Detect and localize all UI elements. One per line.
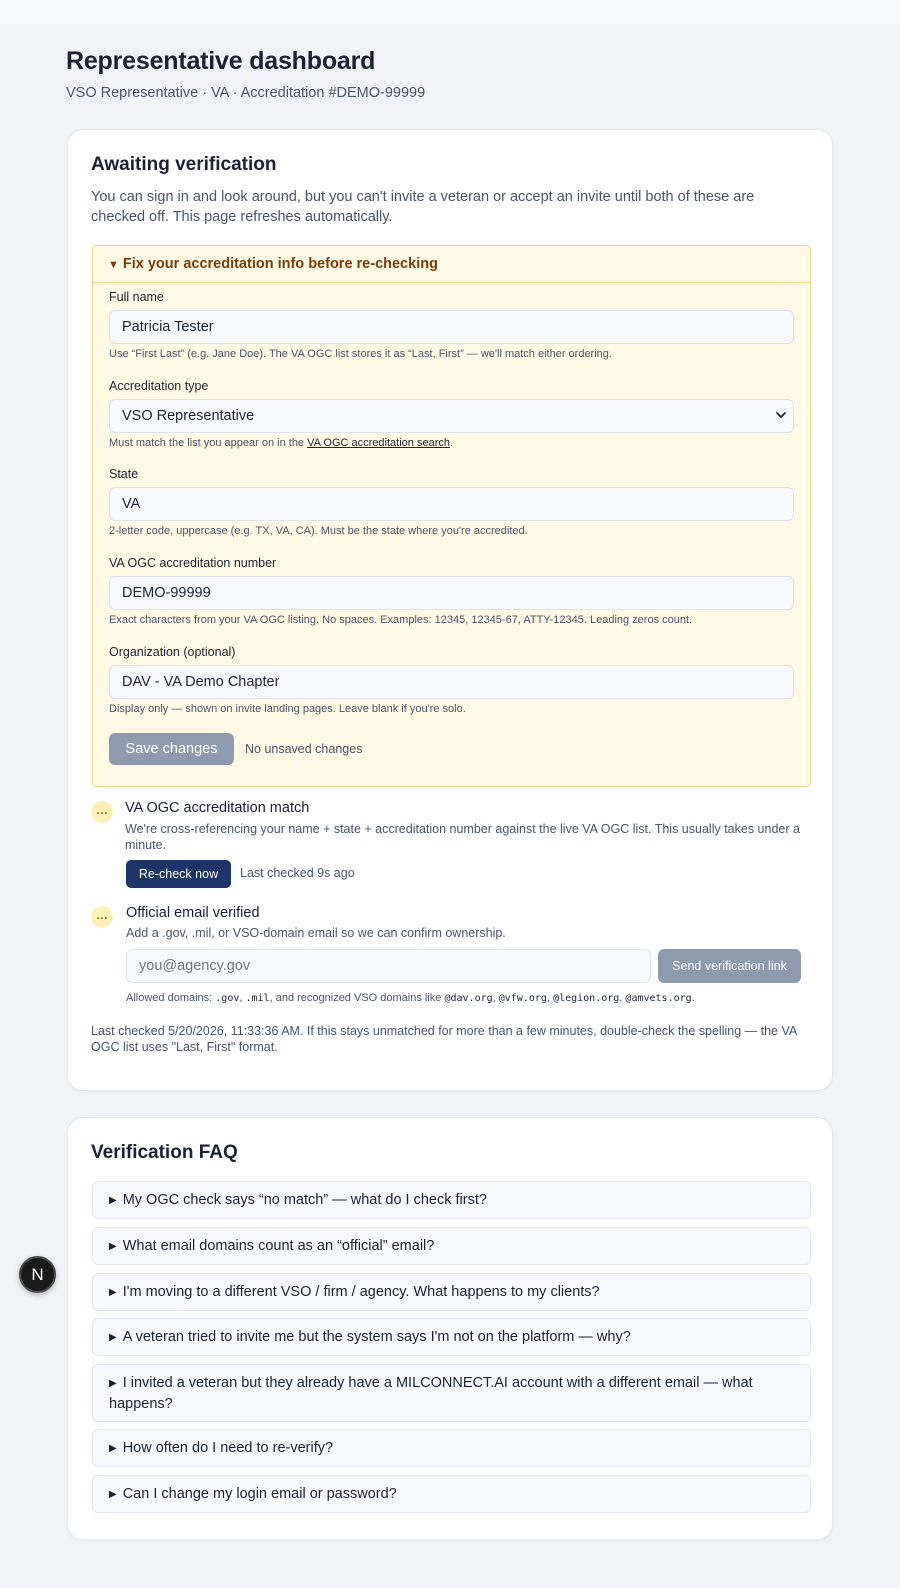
allowed-domains-text: , [619, 992, 626, 1004]
faq-heading: Verification FAQ [91, 1142, 238, 1163]
triangle-down-icon: ▼ [108, 259, 119, 271]
save-changes-button[interactable]: Save changes [109, 733, 234, 765]
fix-accreditation-summary[interactable] [93, 246, 810, 283]
page-subtitle: VSO Representative · VA · Accreditation #DEMO-99999 [66, 85, 426, 101]
faq-question: I'm moving to a different VSO / firm / agency. What happens to my clients? [122, 1284, 600, 1300]
allowed-domains-text: , [492, 992, 499, 1004]
faq-question: I invited a veteran but they already have a MILCONNECT.AI account with a different email — what happens? [109, 1375, 753, 1412]
save-status: No unsaved changes [245, 742, 363, 756]
pending-status-icon: … [91, 801, 113, 823]
allowed-domains-note [126, 992, 695, 1004]
accreditation-number-input[interactable] [109, 576, 794, 610]
chevron-down-icon [775, 409, 787, 421]
email-check-description: Add a .gov, .mil, or VSO-domain email so we can confirm ownership. [126, 926, 506, 940]
state-label: State [109, 467, 139, 481]
faq-item[interactable] [92, 1318, 811, 1356]
organization-label: Organization (optional) [109, 645, 236, 659]
accreditation-type-help-text: Must match the list you appear on in the [109, 437, 308, 449]
domain-code: @vfw.org [498, 993, 547, 1004]
verification-card [67, 129, 833, 1091]
official-email-input[interactable] [126, 949, 651, 983]
verification-intro: You can sign in and look around, but you can't invite a veteran or accept an invite until both of these are checked off. This page refreshes automatically. [91, 189, 755, 225]
faq-question: My OGC check says “no match” — what do I check first? [122, 1192, 487, 1208]
faq-item[interactable] [92, 1273, 811, 1311]
faq-item[interactable] [92, 1429, 811, 1467]
triangle-right-icon: ▶ [109, 1443, 117, 1454]
domain-code: @dav.org [444, 993, 493, 1004]
full-name-label: Full name [109, 290, 164, 304]
accreditation-type-value: VSO Representative [122, 408, 255, 424]
full-name-input[interactable] [109, 310, 794, 344]
allowed-domains-text: , [546, 992, 554, 1004]
state-help: 2-letter code, uppercase (e.g. TX, VA, CA). Must be the state where you're accredited. [109, 525, 528, 537]
faq-item[interactable] [92, 1181, 811, 1219]
accreditation-number-label: VA OGC accreditation number [109, 556, 277, 570]
ogc-check-description: We're cross-referencing your name + state + accreditation number against the live VA OGC list. This usually takes under a minute. [125, 822, 800, 852]
allowed-domains-text: Allowed domains: [126, 992, 216, 1004]
allowed-domains-text: , [239, 992, 246, 1004]
faq-question: What email domains count as an “official” email? [122, 1238, 435, 1254]
state-input[interactable] [109, 487, 794, 521]
ogc-search-link[interactable]: VA OGC accreditation search [307, 437, 450, 449]
allowed-domains-text: . [691, 992, 695, 1004]
top-bar [0, 0, 900, 24]
faq-question: Can I change my login email or password? [122, 1486, 397, 1502]
domain-code: @amvets.org [625, 993, 692, 1004]
fix-accreditation-panel [92, 245, 811, 787]
triangle-right-icon: ▶ [109, 1287, 117, 1298]
fix-summary-label: Fix your accreditation info before re-checking [122, 256, 438, 272]
organization-help: Display only — shown on invite landing pages. Leave blank if you're solo. [109, 703, 466, 715]
accreditation-number-help: Exact characters from your VA OGC listing. No spaces. Examples: 12345, 12345-67, ATTY-12345. Leading zeros count. [109, 614, 693, 626]
triangle-right-icon: ▶ [109, 1378, 117, 1389]
allowed-domains-text: , and recognized VSO domains like [269, 992, 445, 1004]
ogc-last-checked: Last checked 9s ago [240, 866, 355, 880]
pending-status-icon: … [91, 906, 113, 928]
dev-tools-badge[interactable]: N [19, 1256, 56, 1293]
last-checked-footnote: Last checked 5/20/2026, 11:33:36 AM. If this stays unmatched for more than a few minutes, double-check the spelling — the VA OGC list uses "Last, First" format. [91, 1024, 797, 1054]
ogc-check-title: VA OGC accreditation match [125, 800, 310, 816]
faq-item[interactable] [92, 1227, 811, 1265]
verification-heading: Awaiting verification [91, 154, 277, 175]
full-name-help: Use “First Last” (e.g. Jane Doe). The VA OGC list stores it as “Last, First” — we'll match either ordering. [109, 348, 612, 360]
faq-question: How often do I need to re-verify? [122, 1440, 334, 1456]
page-title: Representative dashboard [66, 47, 376, 75]
recheck-now-button[interactable]: Re-check now [126, 860, 231, 888]
faq-question: A veteran tried to invite me but the system says I'm not on the platform — why? [122, 1329, 631, 1345]
email-check-title: Official email verified [126, 905, 260, 921]
organization-input[interactable] [109, 665, 794, 699]
triangle-right-icon: ▶ [109, 1332, 117, 1343]
domain-code: @legion.org [553, 993, 620, 1004]
faq-item[interactable] [92, 1364, 811, 1422]
triangle-right-icon: ▶ [109, 1195, 117, 1206]
triangle-right-icon: ▶ [109, 1241, 117, 1252]
send-verification-link-button[interactable]: Send verification link [658, 949, 801, 983]
faq-card [67, 1117, 833, 1540]
accreditation-type-help [109, 437, 453, 449]
accreditation-type-select[interactable] [109, 399, 794, 433]
domain-code: .gov [215, 993, 240, 1004]
accreditation-type-help-end: . [449, 437, 454, 449]
triangle-right-icon: ▶ [109, 1489, 117, 1500]
faq-item[interactable] [92, 1475, 811, 1513]
accreditation-type-label: Accreditation type [109, 379, 209, 393]
domain-code: .mil [245, 993, 270, 1004]
